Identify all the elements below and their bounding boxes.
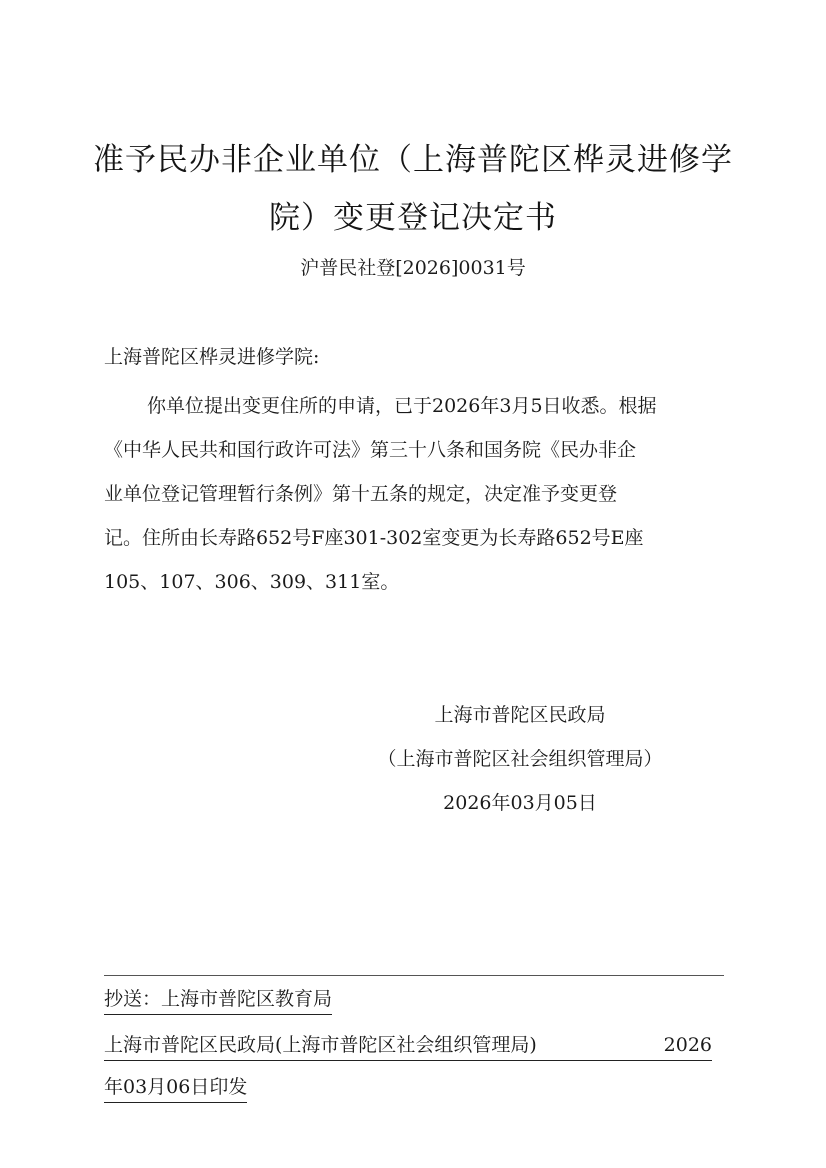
cc-line: 抄送：上海市普陀区教育局 <box>104 985 332 1015</box>
signing-date: 2026年03月05日 <box>443 792 597 814</box>
body-line-2: 《中华人民共和国行政许可法》第三十八条和国务院《民办非企 <box>104 439 637 461</box>
issuer-line <box>104 1031 712 1061</box>
document-title-line-1: 准予民办非企业单位（上海普陀区桦灵进修学 <box>93 142 733 178</box>
body-line-3: 业单位登记管理暂行条例》第十五条的规定，决定准予变更登 <box>104 483 618 505</box>
body-line-5: 105、107、306、309、311室。 <box>104 571 400 593</box>
document-title-line-2: 院）变更登记决定书 <box>269 200 557 236</box>
issuer-name: 上海市普陀区民政局(上海市普陀区社会组织管理局) <box>104 1034 537 1056</box>
document-number: 沪普民社登[2026]0031号 <box>300 257 526 279</box>
body-line-4: 记。住所由长寿路652号F座301-302室变更为长寿路652号E座 <box>104 527 644 549</box>
signer-org: 上海市普陀区民政局 <box>434 704 606 726</box>
addressee: 上海普陀区桦灵进修学院: <box>104 346 320 368</box>
footer-divider <box>104 975 724 976</box>
issue-date-line: 年03月06日印发 <box>104 1073 247 1103</box>
body-line-1: 你单位提出变更住所的申请，已于2026年3月5日收悉。根据 <box>147 395 657 417</box>
signer-org-alias: （上海市普陀区社会组织管理局） <box>377 748 663 770</box>
issue-year: 2026 <box>663 1034 712 1056</box>
